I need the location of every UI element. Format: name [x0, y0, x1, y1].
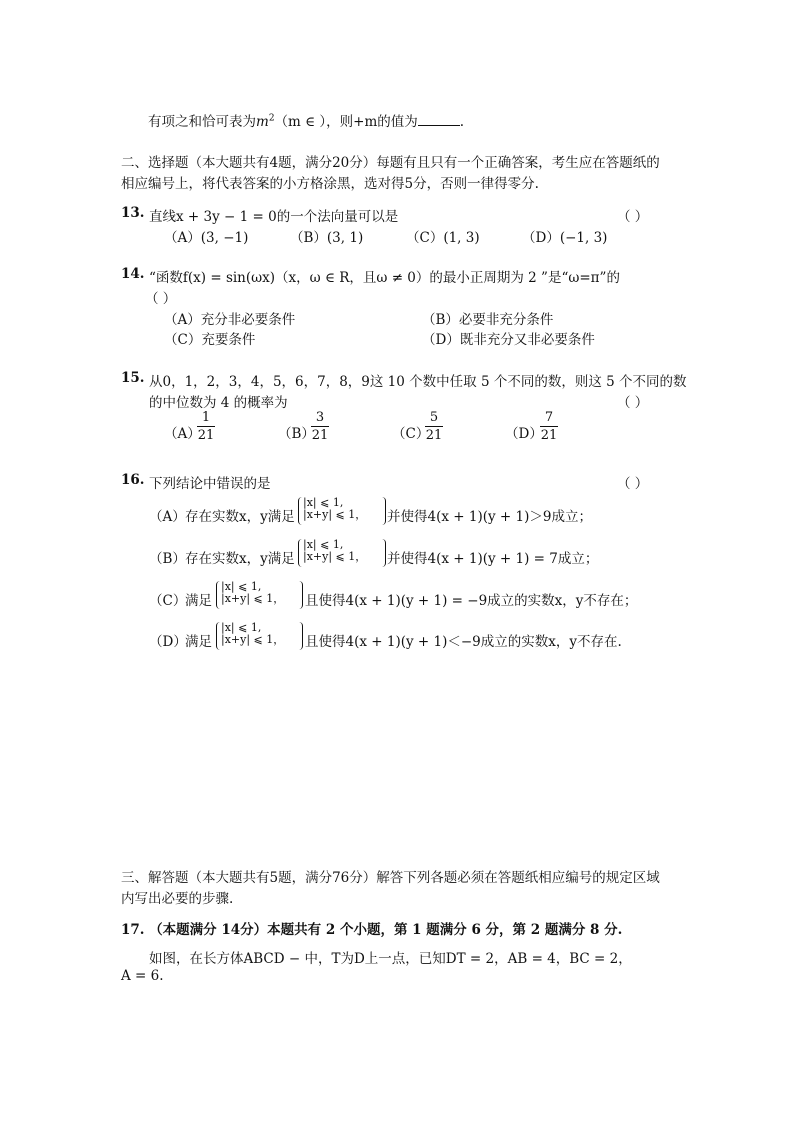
fraction-denominator: 21	[425, 428, 443, 443]
q14-option-b: （B）必要非充分条件	[422, 312, 554, 328]
q13-stem: 直线x + 3y − 1 = 0的一个法向量可以是	[149, 209, 399, 225]
q16-option-a-pre: 存在实数x，y满足	[185, 509, 295, 525]
q15-option-a-label: （A）	[164, 426, 201, 442]
system-row-1: |x| ⩽ 1,	[303, 538, 344, 551]
q16-option-b-pre: 存在实数x，y满足	[185, 551, 295, 567]
answer-blank	[418, 113, 460, 126]
q16-option-c-post: 且使得4(x + 1)(y + 1) = −9成立的实数x，y不存在；	[305, 593, 638, 609]
q15-option-b-fraction	[309, 410, 331, 443]
q13-option-b: （B）(3, 1)	[290, 230, 364, 246]
fraction-denominator: 21	[197, 428, 215, 443]
q15-answer-paren: （ ）	[617, 395, 649, 411]
q15-number: 15.	[121, 370, 145, 386]
q14-option-c: （C）充要条件	[164, 332, 256, 348]
q17-line2: A = 6.	[121, 968, 164, 984]
q15-option-a-fraction	[195, 410, 217, 443]
q16-option-d-brace-right	[298, 622, 303, 650]
system-row-1: |x| ⩽ 1,	[221, 580, 262, 593]
system-row-1: |x| ⩽ 1,	[303, 496, 344, 509]
q17-line1: 如图，在长方体ABCD − 中，T为D上一点，已知DT = 2，AB = 4，BC = 2，	[149, 951, 632, 967]
top-line-prefix: 有项之和恰可表为	[148, 114, 256, 130]
system-row-2: |x+y| ⩽ 1，	[303, 508, 367, 521]
q14-option-d: （D）既非充分又非必要条件	[422, 332, 595, 348]
q16-option-b-post: 并使得4(x + 1)(y + 1) = 7成立；	[387, 551, 599, 567]
q16-stem: 下列结论中错误的是	[149, 476, 271, 492]
q15-option-c-label: （C）	[392, 426, 430, 442]
top-line-m: m	[256, 114, 269, 130]
q16-number: 16.	[121, 472, 145, 488]
q16-option-a-system	[303, 497, 366, 521]
q14-stem: “函数f(x) = sin(ωx)（x，ω ∈ R，且ω ≠ 0）的最小正周期为 2 ”是“ω=π”的	[149, 270, 620, 286]
q13-answer-paren: （ ）	[617, 209, 649, 225]
fraction-numerator: 5	[429, 410, 439, 425]
q16-answer-paren: （ ）	[617, 476, 649, 492]
fraction-numerator: 1	[201, 410, 211, 425]
q15-stem-line1: 从0，1，2，3，4，5，6，7，8，9这 10 个数中任取 5 个不同的数，则这 5 个不同的数	[149, 374, 687, 390]
section3-line1: 三、解答题（本大题共有5题，满分76分）解答下列各题必须在答题纸相应编号的规定区域	[121, 870, 660, 886]
q14-answer-paren: （ ）	[145, 291, 177, 307]
q14-option-a: （A）充分非必要条件	[164, 312, 296, 328]
q16-option-a-post: 并使得4(x + 1)(y + 1)＞9成立；	[387, 509, 592, 525]
section2-line2: 相应编号上，将代表答案的小方格涂黑，选对得5分，否则一律得零分.	[121, 176, 539, 192]
fraction-numerator: 3	[315, 410, 325, 425]
q16-option-a-brace-right	[381, 497, 386, 525]
q14-number: 14.	[121, 266, 145, 282]
top-line-mid: （m ∈ ），则+m的值为	[274, 114, 418, 130]
q16-option-c-label: （C）	[149, 593, 187, 609]
q13-option-c: （C）(1, 3)	[406, 230, 480, 246]
system-row-2: |x+y| ⩽ 1，	[303, 550, 367, 563]
q16-option-c-system	[221, 581, 284, 605]
q16-option-d-post: 且使得4(x + 1)(y + 1)＜−9成立的实数x，y不存在.	[305, 634, 622, 650]
top-line-tail: .	[459, 114, 465, 130]
fraction-denominator: 21	[311, 428, 329, 443]
q15-stem-line2: 的中位数为 4 的概率为	[149, 395, 288, 411]
q16-option-d-system	[221, 622, 284, 646]
q15-option-c-fraction	[423, 410, 445, 443]
q16-option-b-system	[303, 539, 366, 563]
q15-option-b-label: （B）	[278, 426, 315, 442]
q13-number: 13.	[121, 205, 145, 221]
q13-option-d: （D）(−1, 3)	[522, 230, 608, 246]
q16-option-b-brace-right	[381, 539, 386, 567]
system-row-1: |x| ⩽ 1,	[221, 621, 262, 634]
q16-option-c-brace-right	[298, 581, 303, 609]
system-row-2: |x+y| ⩽ 1，	[221, 633, 285, 646]
top-line	[148, 110, 464, 130]
q16-option-a-label: （A）	[149, 509, 186, 525]
system-row-2: |x+y| ⩽ 1，	[221, 592, 285, 605]
q16-option-c-pre: 满足	[185, 593, 212, 609]
top-line-sup: 2	[268, 113, 275, 124]
q16-option-d-pre: 满足	[185, 634, 212, 650]
q13-option-a: （A）(3, −1)	[164, 230, 249, 246]
section3-line2: 内写出必要的步骤.	[121, 891, 234, 907]
q15-option-d-fraction	[538, 410, 560, 443]
q15-option-d-label: （D）	[505, 426, 543, 442]
q16-option-d-label: （D）	[149, 634, 187, 650]
section2-line1: 二、选择题（本大题共有4题，满分20分）每题有且只有一个正确答案，考生应在答题纸的	[121, 155, 660, 171]
fraction-denominator: 21	[540, 428, 558, 443]
fraction-numerator: 7	[544, 410, 554, 425]
q16-option-b-label: （B）	[149, 551, 186, 567]
q17-header: 17. （本题满分 14分）本题共有 2 个小题，第 1 题满分 6 分，第 2 题满分 8 分.	[121, 922, 623, 938]
